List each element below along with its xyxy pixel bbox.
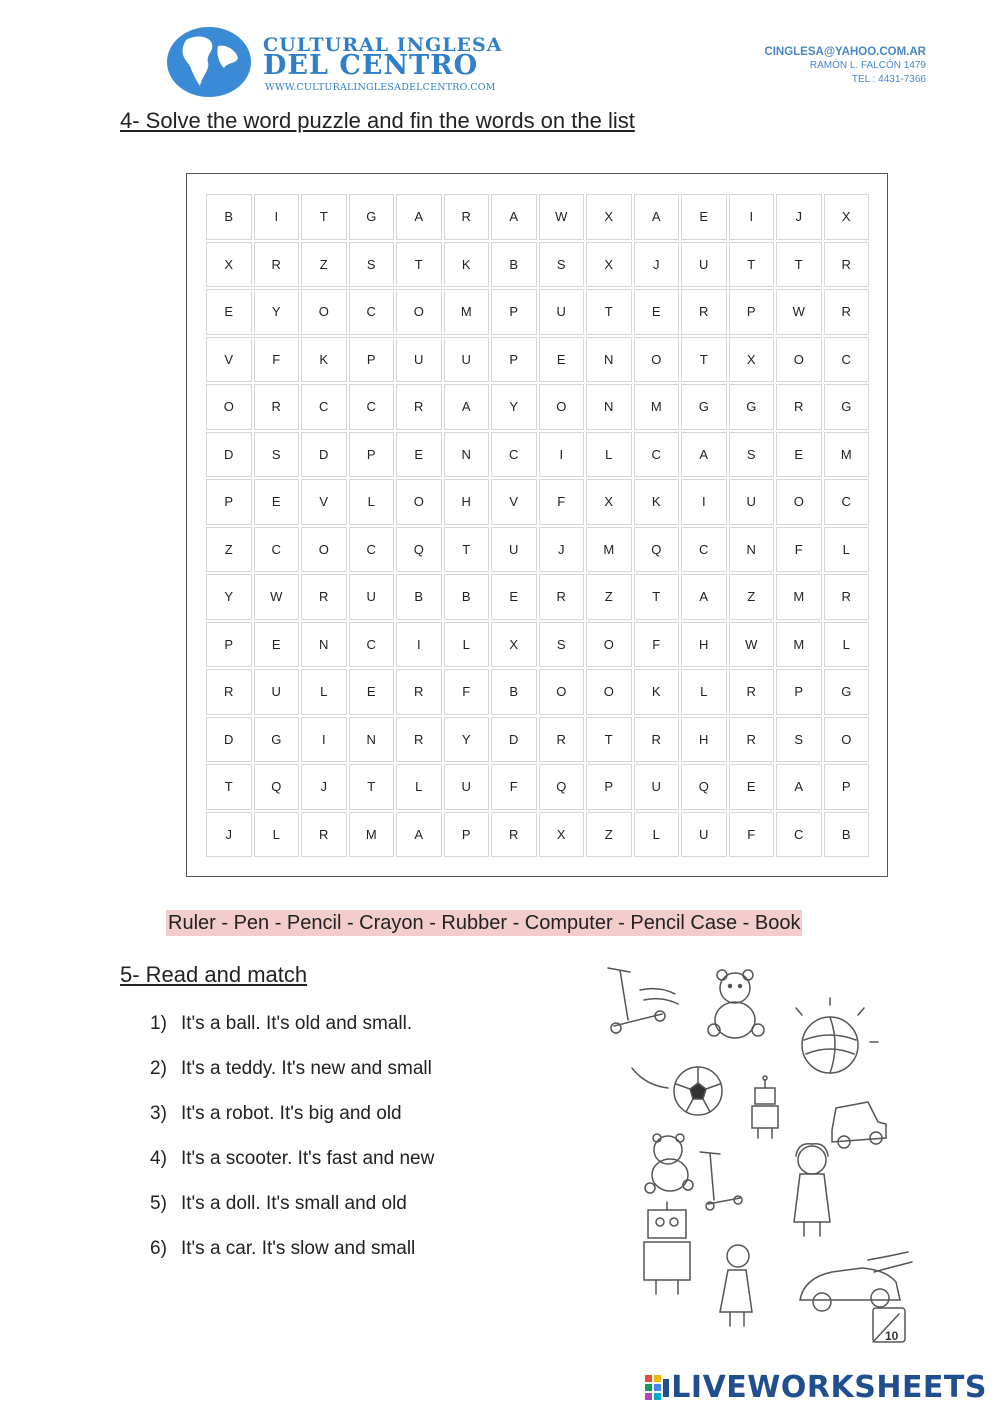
- puzzle-cell: U: [444, 337, 490, 383]
- sentence-number: 5): [150, 1193, 167, 1214]
- puzzle-cell: C: [349, 622, 395, 668]
- puzzle-cell: B: [396, 574, 442, 620]
- puzzle-cell: C: [349, 384, 395, 430]
- puzzle-cell: R: [824, 242, 870, 288]
- puzzle-cell: G: [681, 384, 727, 430]
- puzzle-cell: X: [729, 337, 775, 383]
- puzzle-cell: M: [634, 384, 680, 430]
- puzzle-cell: G: [824, 669, 870, 715]
- doll-icon: [794, 1144, 830, 1236]
- puzzle-cell: V: [491, 479, 537, 525]
- puzzle-cell: Y: [491, 384, 537, 430]
- puzzle-cell: I: [539, 432, 585, 478]
- globe-logo-icon: [166, 26, 252, 98]
- logo-title-line2: DEL CENTRO: [263, 50, 479, 81]
- puzzle-cell: X: [586, 194, 632, 240]
- sentence-text: It's a teddy. It's new and small: [181, 1058, 432, 1079]
- puzzle-cell: W: [254, 574, 300, 620]
- sentence-item: [150, 1013, 434, 1058]
- puzzle-cell: L: [301, 669, 347, 715]
- puzzle-cell: S: [776, 717, 822, 763]
- puzzle-cell: N: [586, 384, 632, 430]
- puzzle-cell: S: [539, 242, 585, 288]
- sentence-number: 2): [150, 1058, 167, 1079]
- puzzle-cell: Z: [586, 812, 632, 858]
- puzzle-cell: J: [776, 194, 822, 240]
- liveworksheets-text: LIVEWORKSHEETS: [671, 1370, 987, 1405]
- puzzle-cell: A: [776, 764, 822, 810]
- puzzle-cell: P: [586, 764, 632, 810]
- puzzle-cell: O: [396, 289, 442, 335]
- puzzle-cell: A: [396, 194, 442, 240]
- puzzle-cell: U: [681, 812, 727, 858]
- puzzle-cell: R: [301, 574, 347, 620]
- puzzle-cell: Z: [206, 527, 252, 573]
- puzzle-cell: Q: [396, 527, 442, 573]
- puzzle-cell: E: [539, 337, 585, 383]
- toys-illustration: [600, 960, 920, 1350]
- puzzle-cell: V: [206, 337, 252, 383]
- puzzle-cell: O: [301, 527, 347, 573]
- doll-icon: [720, 1245, 752, 1326]
- puzzle-cell: X: [586, 479, 632, 525]
- word-puzzle-grid: [205, 193, 870, 858]
- puzzle-cell: D: [301, 432, 347, 478]
- ball-icon: [796, 998, 878, 1073]
- soccer-ball-icon: [632, 1067, 722, 1115]
- puzzle-cell: M: [824, 432, 870, 478]
- puzzle-cell: O: [586, 669, 632, 715]
- puzzle-cell: Z: [586, 574, 632, 620]
- puzzle-cell: O: [301, 289, 347, 335]
- puzzle-cell: U: [491, 527, 537, 573]
- puzzle-cell: B: [491, 242, 537, 288]
- puzzle-cell: F: [254, 337, 300, 383]
- contact-phone: TEL : 4431-7366: [851, 74, 926, 85]
- puzzle-cell: K: [301, 337, 347, 383]
- teddy-icon: [645, 1134, 693, 1193]
- puzzle-cell: B: [491, 669, 537, 715]
- scooter-icon: [608, 968, 678, 1033]
- puzzle-cell: T: [396, 242, 442, 288]
- puzzle-cell: C: [824, 337, 870, 383]
- puzzle-cell: O: [776, 337, 822, 383]
- puzzle-cell: I: [396, 622, 442, 668]
- puzzle-cell: O: [206, 384, 252, 430]
- puzzle-cell: A: [681, 574, 727, 620]
- teddy-icon: [708, 970, 764, 1038]
- puzzle-cell: M: [776, 574, 822, 620]
- puzzle-cell: I: [254, 194, 300, 240]
- puzzle-cell: R: [301, 812, 347, 858]
- robot-big-icon: [644, 1202, 690, 1294]
- puzzle-cell: L: [444, 622, 490, 668]
- puzzle-cell: N: [586, 337, 632, 383]
- puzzle-cell: O: [396, 479, 442, 525]
- sentence-text: It's a ball. It's old and small.: [181, 1013, 413, 1034]
- puzzle-cell: U: [729, 479, 775, 525]
- puzzle-cell: C: [634, 432, 680, 478]
- puzzle-cell: E: [681, 194, 727, 240]
- puzzle-cell: P: [776, 669, 822, 715]
- puzzle-cell: L: [681, 669, 727, 715]
- liveworksheets-logo-icon: [645, 1375, 671, 1401]
- puzzle-cell: Q: [254, 764, 300, 810]
- puzzle-cell: B: [206, 194, 252, 240]
- puzzle-cell: G: [824, 384, 870, 430]
- puzzle-cell: A: [491, 194, 537, 240]
- puzzle-cell: Z: [301, 242, 347, 288]
- sentence-item: [150, 1058, 434, 1103]
- puzzle-cell: U: [634, 764, 680, 810]
- puzzle-cell: A: [681, 432, 727, 478]
- sentence-list: [150, 1013, 434, 1283]
- puzzle-cell: L: [586, 432, 632, 478]
- puzzle-cell: Y: [206, 574, 252, 620]
- puzzle-cell: T: [681, 337, 727, 383]
- sentence-text: It's a scooter. It's fast and new: [181, 1148, 435, 1169]
- puzzle-cell: L: [634, 812, 680, 858]
- puzzle-cell: D: [491, 717, 537, 763]
- puzzle-cell: J: [301, 764, 347, 810]
- puzzle-cell: E: [776, 432, 822, 478]
- puzzle-cell: X: [539, 812, 585, 858]
- puzzle-cell: R: [824, 574, 870, 620]
- puzzle-cell: T: [776, 242, 822, 288]
- puzzle-cell: P: [824, 764, 870, 810]
- puzzle-cell: T: [444, 527, 490, 573]
- section-4-title: 4- Solve the word puzzle and fin the words on the list: [120, 108, 635, 133]
- puzzle-cell: C: [349, 289, 395, 335]
- puzzle-cell: M: [586, 527, 632, 573]
- puzzle-cell: Y: [444, 717, 490, 763]
- puzzle-cell: S: [254, 432, 300, 478]
- puzzle-cell: E: [206, 289, 252, 335]
- sentence-item: [150, 1148, 434, 1193]
- puzzle-cell: K: [634, 479, 680, 525]
- puzzle-cell: D: [206, 432, 252, 478]
- puzzle-cell: N: [301, 622, 347, 668]
- puzzle-cell: T: [586, 717, 632, 763]
- puzzle-cell: K: [444, 242, 490, 288]
- puzzle-cell: R: [206, 669, 252, 715]
- sentence-number: 6): [150, 1238, 167, 1259]
- puzzle-cell: O: [776, 479, 822, 525]
- puzzle-cell: P: [491, 337, 537, 383]
- puzzle-cell: R: [776, 384, 822, 430]
- puzzle-cell: X: [586, 242, 632, 288]
- puzzle-cell: O: [824, 717, 870, 763]
- puzzle-cell: E: [396, 432, 442, 478]
- puzzle-cell: H: [444, 479, 490, 525]
- puzzle-cell: T: [206, 764, 252, 810]
- puzzle-cell: R: [634, 717, 680, 763]
- puzzle-cell: C: [824, 479, 870, 525]
- puzzle-cell: G: [254, 717, 300, 763]
- puzzle-cell: J: [206, 812, 252, 858]
- contact-email: CINGLESA@YAHOO.COM.AR: [764, 46, 926, 58]
- sentence-number: 4): [150, 1148, 167, 1169]
- puzzle-cell: P: [729, 289, 775, 335]
- puzzle-cell: M: [349, 812, 395, 858]
- puzzle-cell: C: [349, 527, 395, 573]
- sentence-text: It's a robot. It's big and old: [181, 1103, 402, 1124]
- puzzle-cell: C: [301, 384, 347, 430]
- puzzle-cell: C: [776, 812, 822, 858]
- puzzle-cell: R: [824, 289, 870, 335]
- puzzle-cell: Y: [254, 289, 300, 335]
- puzzle-cell: E: [729, 764, 775, 810]
- puzzle-cell: F: [776, 527, 822, 573]
- puzzle-cell: P: [206, 479, 252, 525]
- puzzle-cell: W: [539, 194, 585, 240]
- puzzle-cell: F: [444, 669, 490, 715]
- puzzle-cell: N: [729, 527, 775, 573]
- puzzle-cell: E: [491, 574, 537, 620]
- puzzle-cell: E: [254, 622, 300, 668]
- puzzle-cell: M: [444, 289, 490, 335]
- puzzle-cell: C: [254, 527, 300, 573]
- puzzle-cell: Q: [634, 527, 680, 573]
- puzzle-cell: H: [681, 622, 727, 668]
- puzzle-cell: M: [776, 622, 822, 668]
- puzzle-cell: X: [491, 622, 537, 668]
- puzzle-cell: C: [681, 527, 727, 573]
- puzzle-cell: C: [491, 432, 537, 478]
- puzzle-cell: R: [729, 717, 775, 763]
- puzzle-cell: D: [206, 717, 252, 763]
- puzzle-cell: I: [301, 717, 347, 763]
- puzzle-cell: A: [634, 194, 680, 240]
- puzzle-cell: J: [634, 242, 680, 288]
- contact-info: [764, 45, 926, 87]
- puzzle-cell: S: [729, 432, 775, 478]
- puzzle-cell: R: [491, 812, 537, 858]
- puzzle-cell: T: [634, 574, 680, 620]
- puzzle-cell: T: [586, 289, 632, 335]
- car-icon: [800, 1252, 912, 1311]
- sentence-number: 1): [150, 1013, 167, 1034]
- puzzle-cell: W: [776, 289, 822, 335]
- puzzle-cell: K: [634, 669, 680, 715]
- puzzle-cell: N: [349, 717, 395, 763]
- puzzle-cell: J: [539, 527, 585, 573]
- section-5-title: 5- Read and match: [120, 962, 308, 987]
- puzzle-cell: F: [729, 812, 775, 858]
- puzzle-cell: R: [254, 242, 300, 288]
- puzzle-cell: W: [729, 622, 775, 668]
- puzzle-cell: S: [349, 242, 395, 288]
- puzzle-cell: R: [444, 194, 490, 240]
- puzzle-cell: U: [254, 669, 300, 715]
- puzzle-cell: P: [349, 337, 395, 383]
- puzzle-cell: U: [444, 764, 490, 810]
- puzzle-cell: B: [444, 574, 490, 620]
- puzzle-cell: R: [539, 717, 585, 763]
- liveworksheets-brand: [645, 1370, 987, 1405]
- puzzle-cell: B: [824, 812, 870, 858]
- sentence-item: [150, 1193, 434, 1238]
- car-small-icon: [832, 1102, 886, 1148]
- puzzle-cell: U: [396, 337, 442, 383]
- puzzle-cell: L: [824, 527, 870, 573]
- puzzle-cell: E: [349, 669, 395, 715]
- logo-title-line1: CULTURAL INGLESA: [263, 34, 503, 56]
- puzzle-cell: G: [349, 194, 395, 240]
- puzzle-cell: Z: [729, 574, 775, 620]
- puzzle-cell: L: [349, 479, 395, 525]
- sentence-text: It's a doll. It's small and old: [181, 1193, 407, 1214]
- puzzle-cell: O: [586, 622, 632, 668]
- sentence-item: [150, 1103, 434, 1148]
- puzzle-cell: E: [254, 479, 300, 525]
- puzzle-cell: R: [254, 384, 300, 430]
- puzzle-cell: Q: [539, 764, 585, 810]
- page-corner-number: 10: [885, 1329, 899, 1343]
- puzzle-cell: L: [824, 622, 870, 668]
- puzzle-cell: A: [444, 384, 490, 430]
- puzzle-cell: R: [539, 574, 585, 620]
- word-list: Ruler - Pen - Pencil - Crayon - Rubber - Computer - Pencil Case - Book: [168, 912, 801, 934]
- puzzle-cell: R: [681, 289, 727, 335]
- puzzle-cell: T: [349, 764, 395, 810]
- sentence-number: 3): [150, 1103, 167, 1124]
- puzzle-cell: L: [254, 812, 300, 858]
- puzzle-cell: R: [396, 384, 442, 430]
- puzzle-cell: X: [206, 242, 252, 288]
- puzzle-cell: I: [681, 479, 727, 525]
- puzzle-cell: P: [491, 289, 537, 335]
- puzzle-cell: O: [539, 384, 585, 430]
- contact-address: RAMÓN L. FALCÓN 1479: [809, 60, 926, 71]
- puzzle-cell: F: [539, 479, 585, 525]
- puzzle-cell: F: [634, 622, 680, 668]
- scooter-icon: [700, 1152, 742, 1210]
- puzzle-cell: I: [729, 194, 775, 240]
- puzzle-cell: R: [729, 669, 775, 715]
- puzzle-cell: H: [681, 717, 727, 763]
- puzzle-cell: P: [206, 622, 252, 668]
- puzzle-cell: U: [539, 289, 585, 335]
- puzzle-cell: U: [349, 574, 395, 620]
- puzzle-cell: F: [491, 764, 537, 810]
- puzzle-cell: T: [301, 194, 347, 240]
- puzzle-cell: R: [396, 669, 442, 715]
- puzzle-cell: N: [444, 432, 490, 478]
- puzzle-cell: O: [634, 337, 680, 383]
- puzzle-cell: T: [729, 242, 775, 288]
- puzzle-cell: L: [396, 764, 442, 810]
- puzzle-cell: U: [681, 242, 727, 288]
- puzzle-cell: O: [539, 669, 585, 715]
- puzzle-cell: R: [396, 717, 442, 763]
- puzzle-cell: P: [444, 812, 490, 858]
- sentence-text: It's a car. It's slow and small: [181, 1238, 416, 1259]
- puzzle-cell: Q: [681, 764, 727, 810]
- logo-website: WWW.CULTURALINGLESADELCENTRO.COM: [265, 82, 496, 93]
- puzzle-cell: S: [539, 622, 585, 668]
- puzzle-cell: A: [396, 812, 442, 858]
- puzzle-cell: G: [729, 384, 775, 430]
- sentence-item: [150, 1238, 434, 1283]
- robot-small-icon: [752, 1076, 778, 1138]
- puzzle-cell: V: [301, 479, 347, 525]
- puzzle-cell: P: [349, 432, 395, 478]
- puzzle-cell: X: [824, 194, 870, 240]
- puzzle-cell: E: [634, 289, 680, 335]
